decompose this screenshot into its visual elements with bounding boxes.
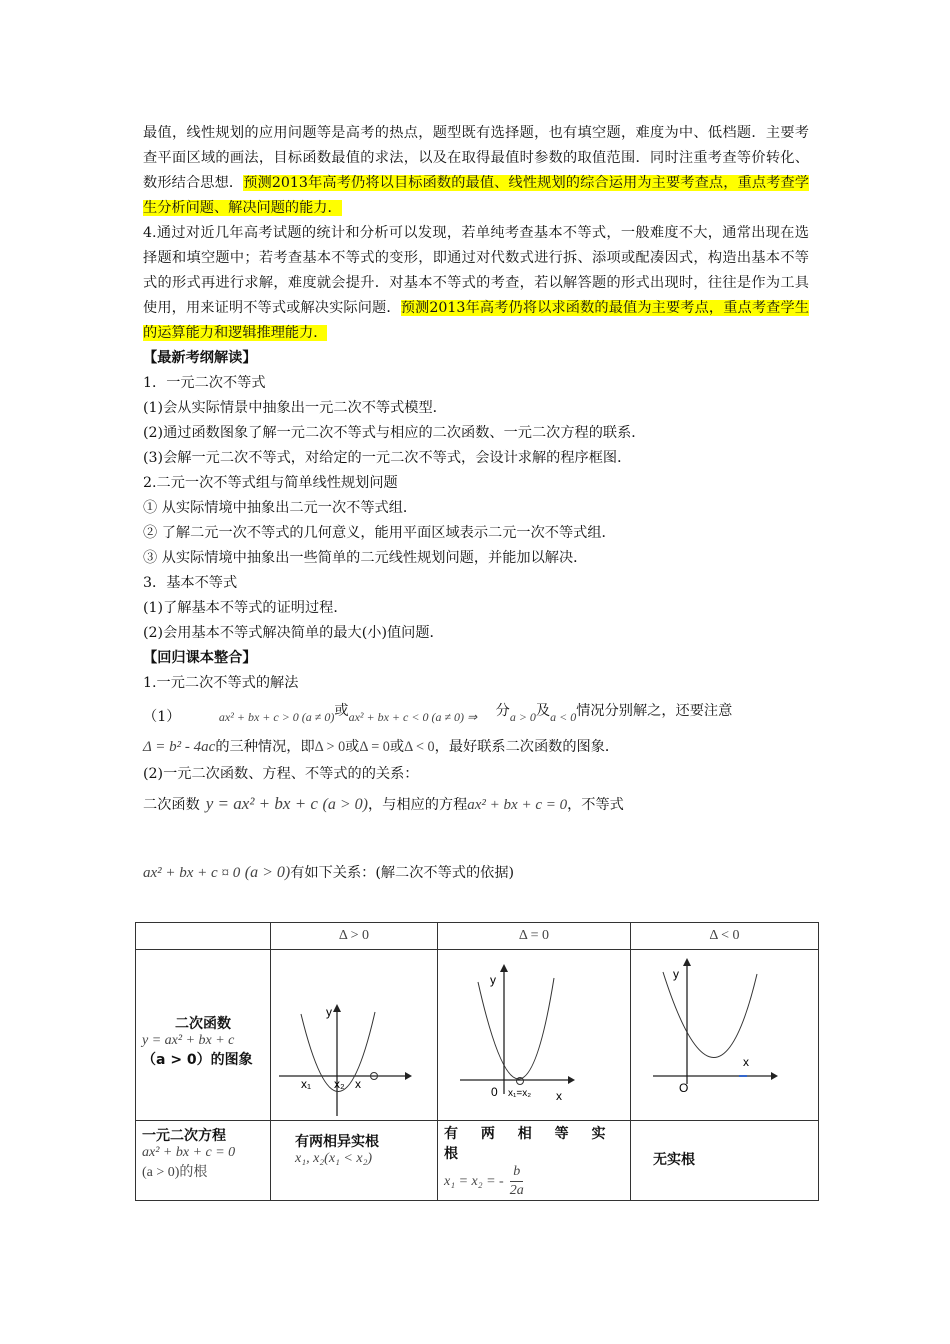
quadratic-equation: ax² + bx + c = 0: [467, 797, 568, 813]
paragraph-text: 最值，线性规划的应用问题等是高考的热点，题型既有选择题，也有填空题，难度为中、低档题．主要考查平面区域的画法，目标函数最值的求法，以及在取得最值时参数的取值范围．同时注重考查等价转化、数形结合思想．: [143, 125, 809, 191]
parabola-two-roots-graph: [271, 950, 437, 1116]
outline-line: ③ 从实际情境中抽象出一些简单的二元线性规划问题，并能加以解决．: [143, 550, 588, 566]
discriminant: Δ = b² - 4ac: [143, 739, 216, 755]
outline-line: 2.二元一次不等式组与简单线性规划问题: [143, 475, 398, 491]
header-delta-zero: Δ = 0: [438, 923, 631, 950]
outline-line: (2)会用基本不等式解决简单的最大(小)值问题．: [143, 625, 444, 641]
paragraph-text: 4.通过对近几年高考试题的统计和分析可以发现，若单纯考查基本不等式，一般难度不大，通常出现在选择题和填空题中；若考查基本不等式的变形，即通过对代数式进行拆、添项或配凑因式，构造出基本不等式的形式再进行求解，难度就会提升．对基本不等式的考查，若以解答题的形式出现时，往往是作为工具使用，用来证明不等式或解决实际问题．: [143, 225, 809, 316]
graph-cell-no-root: [631, 950, 819, 1121]
outline-line: ② 了解二元一次不等式的几何意义，能用平面区域表示二元一次不等式组．: [143, 525, 616, 541]
formula-line-1: （1） ax² + bx + c > 0 (a ≠ 0)或ax² + bx + c < 0 (a ≠ 0) ⇒ 分a > 0及a < 0情况分别解之，还要注意: [143, 703, 733, 725]
paragraph-3: [143, 121, 809, 221]
row-label-roots: 一元二次方程 ax² + bx + c = 0 (a > 0)的根: [136, 1121, 271, 1201]
inequality-gt: ax² + bx + c > 0 (a ≠ 0): [218, 710, 335, 724]
item-2-title: (2)一元二次函数、方程、不等式的的关系：: [143, 766, 419, 782]
y-label: y: [326, 1005, 332, 1019]
table-row-roots: [136, 1121, 819, 1201]
header-delta-negative: Δ < 0: [631, 923, 819, 950]
table-header-row: [136, 923, 819, 950]
inequality-lt: ax² + bx + c < 0 (a ≠ 0) ⇒: [348, 710, 478, 724]
parabola-no-root-graph: [631, 950, 817, 1116]
item-1-title: 1.一元二次不等式的解法: [143, 675, 299, 691]
paragraph-4: [143, 221, 809, 346]
roots-cell-none: 无实根: [631, 1121, 819, 1201]
formula-line-4: ax² + bx + c ¤ 0 (a > 0)有如下关系：(解二次不等式的依据): [143, 864, 515, 881]
x-label: x: [556, 1089, 562, 1103]
outline-line: (3)会解一元二次不等式，对给定的一元二次不等式，会设计求解的程序框图．: [143, 450, 632, 466]
y-label: y: [490, 973, 496, 987]
origin-label: 0: [491, 1085, 498, 1099]
row-label-graph: 二次函数 y = ax² + bx + c （a > 0）的图象: [136, 950, 271, 1121]
table-row-graph: [136, 950, 819, 1121]
header-cell-empty: [136, 923, 271, 950]
outline-line: 3．基本不等式: [143, 575, 238, 591]
fraction-b-over-2a: b 2a: [509, 1164, 524, 1198]
graph-cell-two-roots: [271, 950, 438, 1121]
parabola-one-root-graph: [438, 950, 630, 1116]
outline-line: (1)会从实际情景中抽象出一元二次不等式模型．: [143, 400, 447, 416]
x-axis-arrow-icon: [568, 1076, 575, 1084]
outline-line: (2)通过函数图象了解一元二次不等式与相应的二次函数、一元二次方程的联系．: [143, 425, 646, 441]
x-axis-arrow-icon: [405, 1072, 412, 1080]
outline-line: (1)了解基本不等式的证明过程．: [143, 600, 348, 616]
section-heading-outline: 【最新考纲解读】: [143, 350, 257, 366]
double-root-label: x₁=x₂: [508, 1088, 532, 1099]
case-a-positive: a > 0: [509, 710, 536, 724]
document-page: [143, 121, 809, 888]
parabola-curve: [663, 972, 757, 1058]
formula-line-3: 二次函数 y = ax² + bx + c (a > 0)，与相应的方程ax² + bx + c = 0，不等式: [143, 794, 624, 813]
outline-line: 1．一元二次不等式: [143, 375, 266, 391]
x2-label: x₂: [334, 1077, 345, 1091]
formula-line-2: Δ = b² - 4ac的三种情况，即Δ > 0或Δ = 0或Δ < 0，最好联系二次函数的图象．: [143, 739, 620, 755]
outline-list: [143, 371, 809, 646]
case-a-negative: a < 0: [550, 710, 577, 724]
outline-line: ① 从实际情境中抽象出二元一次不等式组．: [143, 500, 418, 516]
highlighted-prediction: 预测2013年高考仍将以求函数的最值为主要考点，重点考查学生的运算能力和逻辑推理能力．: [143, 300, 809, 341]
parabola-curve: [478, 978, 554, 1079]
roots-cell-two-distinct: 有两相异实根 x₁, x₂(x₁ < x₂): [271, 1121, 438, 1201]
highlighted-prediction: 预测2013年高考仍将以目标函数的最值、线性规划的综合运用为主要考查点，重点考查学生分析问题、解决问题的能力．: [143, 175, 809, 216]
x-label: x: [355, 1077, 361, 1091]
y-axis-arrow-icon: [333, 1004, 341, 1012]
relationship-table: [135, 922, 819, 1201]
y-axis-arrow-icon: [500, 964, 508, 972]
header-delta-positive: Δ > 0: [271, 923, 438, 950]
x-label: x: [743, 1055, 749, 1069]
graph-cell-one-root: [438, 950, 631, 1121]
quadratic-function: y = ax² + bx + c: [205, 794, 318, 813]
origin-label: O: [679, 1081, 689, 1095]
y-label: y: [673, 967, 679, 981]
x-axis-arrow-icon: [771, 1072, 778, 1080]
section-heading-textbook: 【回归课本整合】: [143, 650, 257, 666]
y-axis-arrow-icon: [683, 958, 691, 966]
roots-cell-two-equal: 有 两 相 等 实 根 x₁ = x₂ = - b 2a: [438, 1121, 631, 1201]
x1-label: x₁: [301, 1077, 312, 1091]
quadratic-inequality: ax² + bx + c ¤ 0: [143, 865, 241, 881]
